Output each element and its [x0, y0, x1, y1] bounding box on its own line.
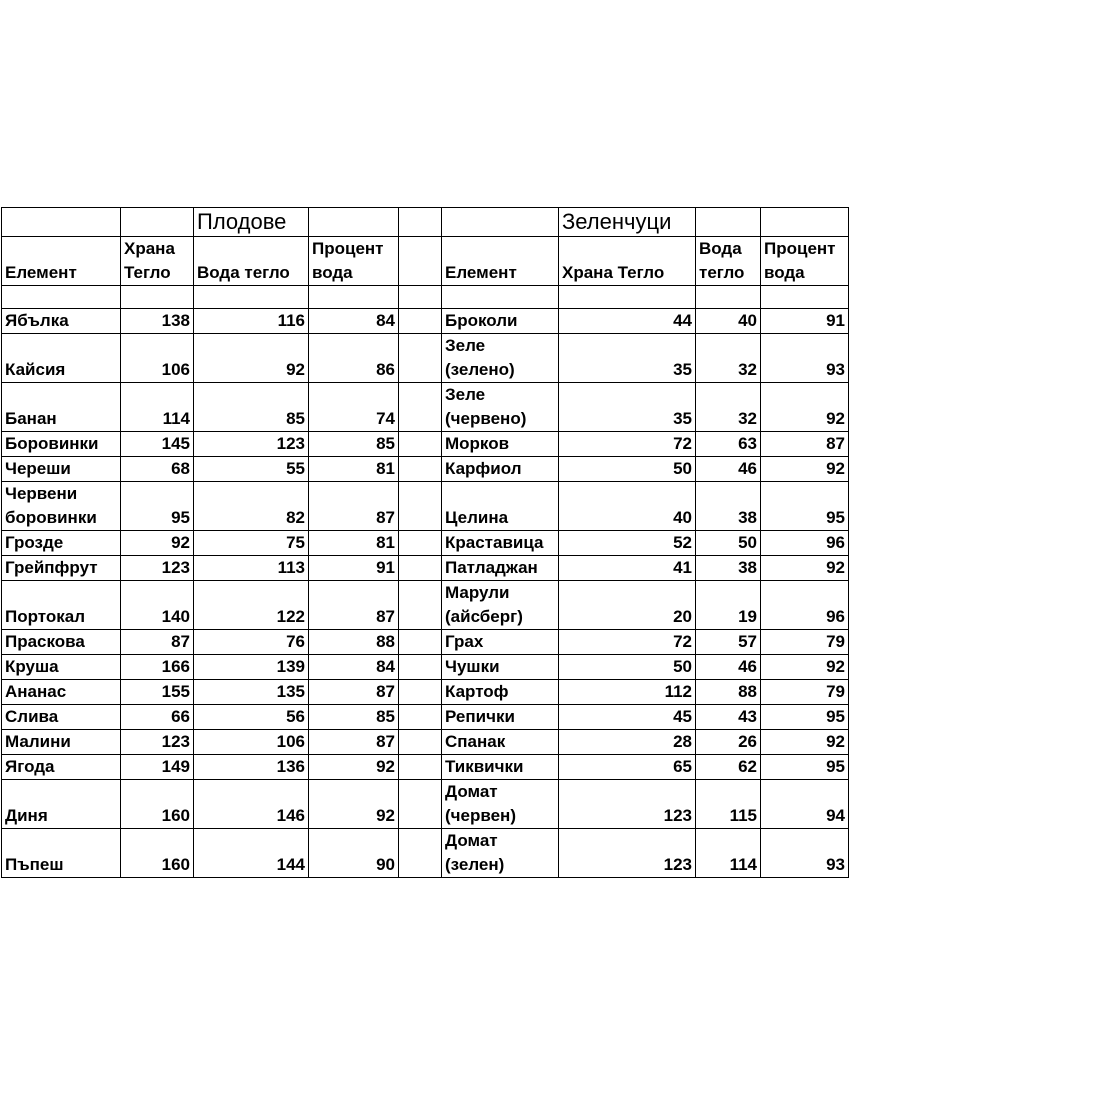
- spacer-cell[interactable]: [399, 531, 442, 556]
- veg-food-weight-cell[interactable]: 35: [559, 383, 696, 432]
- spacer-cell[interactable]: [399, 309, 442, 334]
- veg-water-percent-cell[interactable]: 79: [761, 630, 849, 655]
- fruit-water-percent-cell[interactable]: 84: [309, 309, 399, 334]
- veg-water-weight-cell[interactable]: 32: [696, 334, 761, 383]
- veg-water-weight-cell[interactable]: 38: [696, 556, 761, 581]
- fruit-water-weight-cell[interactable]: 123: [194, 432, 309, 457]
- veg-water-weight-cell[interactable]: 114: [696, 829, 761, 878]
- veg-food-weight-cell[interactable]: 112: [559, 680, 696, 705]
- fruit-food-weight-cell[interactable]: 145: [121, 432, 194, 457]
- fruit-food-weight-cell[interactable]: 114: [121, 383, 194, 432]
- veg-food-weight-cell[interactable]: 123: [559, 780, 696, 829]
- fruit-food-weight-cell[interactable]: 160: [121, 829, 194, 878]
- fruit-water-weight-cell[interactable]: 135: [194, 680, 309, 705]
- veg-water-percent-header[interactable]: Процент вода: [761, 237, 849, 286]
- veg-food-weight-cell[interactable]: 72: [559, 432, 696, 457]
- veg-water-weight-header[interactable]: Вода тегло: [696, 237, 761, 286]
- fruit-water-weight-cell[interactable]: 146: [194, 780, 309, 829]
- table-row: [2, 630, 849, 655]
- veg-food-weight-cell[interactable]: 50: [559, 655, 696, 680]
- fruit-water-percent-cell[interactable]: 85: [309, 432, 399, 457]
- veg-water-weight-cell[interactable]: 46: [696, 655, 761, 680]
- spacer-cell[interactable]: [399, 730, 442, 755]
- veg-water-weight-cell[interactable]: 50: [696, 531, 761, 556]
- table-row: [2, 309, 849, 334]
- veg-water-weight-cell[interactable]: 62: [696, 755, 761, 780]
- veg-food-weight-cell[interactable]: 40: [559, 482, 696, 531]
- fruit-element-cell[interactable]: Грозде: [2, 531, 121, 556]
- veg-food-weight-cell[interactable]: 41: [559, 556, 696, 581]
- veg-element-cell[interactable]: Тиквички: [442, 755, 559, 780]
- veg-element-cell[interactable]: Картоф: [442, 680, 559, 705]
- veg-element-cell[interactable]: Домат (червен): [442, 780, 559, 829]
- veg-water-percent-cell[interactable]: 93: [761, 334, 849, 383]
- spacer-cell[interactable]: [399, 655, 442, 680]
- veg-element-cell[interactable]: Зеле (зелено): [442, 334, 559, 383]
- veg-water-weight-cell[interactable]: 38: [696, 482, 761, 531]
- fruit-element-cell[interactable]: Пъпеш: [2, 829, 121, 878]
- fruit-food-weight-cell[interactable]: 66: [121, 705, 194, 730]
- fruit-water-percent-cell[interactable]: 87: [309, 581, 399, 630]
- spacer-cell[interactable]: [399, 705, 442, 730]
- veg-element-cell[interactable]: Чушки: [442, 655, 559, 680]
- table-row: [2, 655, 849, 680]
- fruit-food-weight-cell[interactable]: 140: [121, 581, 194, 630]
- fruit-water-percent-cell[interactable]: 87: [309, 680, 399, 705]
- fruit-element-cell[interactable]: Ягода: [2, 755, 121, 780]
- fruit-element-cell[interactable]: Ябълка: [2, 309, 121, 334]
- spacer-cell[interactable]: [399, 457, 442, 482]
- veg-element-cell[interactable]: Патладжан: [442, 556, 559, 581]
- fruit-water-percent-header[interactable]: Процент вода: [309, 237, 399, 286]
- spacer-cell[interactable]: [399, 630, 442, 655]
- veg-food-weight-cell[interactable]: 45: [559, 705, 696, 730]
- fruit-water-weight-header[interactable]: Вода тегло: [194, 237, 309, 286]
- veg-water-percent-cell[interactable]: 96: [761, 531, 849, 556]
- spacer-cell[interactable]: [399, 383, 442, 432]
- fruit-water-percent-cell[interactable]: 90: [309, 829, 399, 878]
- table-row: [2, 383, 849, 432]
- veg-water-percent-cell[interactable]: 92: [761, 556, 849, 581]
- veg-water-percent-cell[interactable]: 95: [761, 482, 849, 531]
- veg-element-header[interactable]: Елемент: [442, 237, 559, 286]
- fruits-title[interactable]: Плодове: [194, 208, 309, 237]
- veg-water-weight-cell[interactable]: 40: [696, 309, 761, 334]
- fruit-water-weight-cell[interactable]: 82: [194, 482, 309, 531]
- table-row: [2, 581, 849, 630]
- veg-food-weight-cell[interactable]: 35: [559, 334, 696, 383]
- fruit-food-weight-header[interactable]: Храна Тегло: [121, 237, 194, 286]
- table-row: [2, 432, 849, 457]
- veg-water-percent-cell[interactable]: 95: [761, 705, 849, 730]
- fruit-element-header[interactable]: Елемент: [2, 237, 121, 286]
- veg-water-percent-cell[interactable]: 93: [761, 829, 849, 878]
- fruit-water-weight-cell[interactable]: 56: [194, 705, 309, 730]
- fruit-food-weight-cell[interactable]: 138: [121, 309, 194, 334]
- fruit-element-cell[interactable]: Портокал: [2, 581, 121, 630]
- fruit-element-cell[interactable]: Диня: [2, 780, 121, 829]
- fruit-water-percent-cell[interactable]: 88: [309, 630, 399, 655]
- table-row: [2, 482, 849, 531]
- fruit-food-weight-cell[interactable]: 92: [121, 531, 194, 556]
- fruit-water-weight-cell[interactable]: 106: [194, 730, 309, 755]
- fruit-element-cell[interactable]: Круша: [2, 655, 121, 680]
- fruit-water-percent-cell[interactable]: 87: [309, 730, 399, 755]
- veg-food-weight-cell[interactable]: 20: [559, 581, 696, 630]
- fruit-water-percent-cell[interactable]: 81: [309, 457, 399, 482]
- spacer-cell[interactable]: [399, 680, 442, 705]
- spacer-cell[interactable]: [399, 829, 442, 878]
- table-row: [2, 556, 849, 581]
- veg-water-percent-cell[interactable]: 96: [761, 581, 849, 630]
- veg-water-weight-cell[interactable]: 32: [696, 383, 761, 432]
- fruit-water-percent-cell[interactable]: 87: [309, 482, 399, 531]
- fruit-food-weight-cell[interactable]: 106: [121, 334, 194, 383]
- fruit-water-weight-cell[interactable]: 85: [194, 383, 309, 432]
- veg-element-cell[interactable]: Зеле (червено): [442, 383, 559, 432]
- spacer-cell[interactable]: [399, 556, 442, 581]
- veg-water-percent-cell[interactable]: 92: [761, 730, 849, 755]
- veg-water-percent-cell[interactable]: 91: [761, 309, 849, 334]
- fruit-food-weight-cell[interactable]: 149: [121, 755, 194, 780]
- fruit-water-percent-cell[interactable]: 85: [309, 705, 399, 730]
- veg-water-weight-cell[interactable]: 26: [696, 730, 761, 755]
- fruit-element-cell[interactable]: Череши: [2, 457, 121, 482]
- veg-water-percent-cell[interactable]: 79: [761, 680, 849, 705]
- fruit-water-percent-cell[interactable]: 84: [309, 655, 399, 680]
- fruit-water-weight-cell[interactable]: 136: [194, 755, 309, 780]
- table-row: [2, 531, 849, 556]
- fruit-food-weight-cell[interactable]: 160: [121, 780, 194, 829]
- veg-water-weight-cell[interactable]: 46: [696, 457, 761, 482]
- fruit-water-percent-cell[interactable]: 92: [309, 755, 399, 780]
- fruit-element-cell[interactable]: Кайсия: [2, 334, 121, 383]
- table-row: [2, 730, 849, 755]
- fruit-water-weight-cell[interactable]: 122: [194, 581, 309, 630]
- spacer-cell[interactable]: [399, 755, 442, 780]
- fruit-food-weight-cell[interactable]: 166: [121, 655, 194, 680]
- veg-element-cell[interactable]: Броколи: [442, 309, 559, 334]
- fruit-water-weight-cell[interactable]: 92: [194, 334, 309, 383]
- fruit-element-cell[interactable]: Ананас: [2, 680, 121, 705]
- veg-element-cell[interactable]: Марули (айсберг): [442, 581, 559, 630]
- fruit-water-percent-cell[interactable]: 91: [309, 556, 399, 581]
- section-title-row: [2, 208, 849, 237]
- veg-water-weight-cell[interactable]: 88: [696, 680, 761, 705]
- fruit-food-weight-cell[interactable]: 68: [121, 457, 194, 482]
- empty-row: [2, 286, 849, 309]
- veg-water-weight-cell[interactable]: 43: [696, 705, 761, 730]
- fruit-element-cell[interactable]: Малини: [2, 730, 121, 755]
- veg-food-weight-cell[interactable]: 52: [559, 531, 696, 556]
- spacer-cell[interactable]: [399, 780, 442, 829]
- veg-food-weight-cell[interactable]: 44: [559, 309, 696, 334]
- veg-food-weight-cell[interactable]: 123: [559, 829, 696, 878]
- veg-food-weight-header[interactable]: Храна Тегло: [559, 237, 696, 286]
- fruit-food-weight-cell[interactable]: 87: [121, 630, 194, 655]
- fruit-water-weight-cell[interactable]: 139: [194, 655, 309, 680]
- veg-water-percent-cell[interactable]: 92: [761, 655, 849, 680]
- spacer-cell[interactable]: [399, 581, 442, 630]
- fruit-water-percent-cell[interactable]: 81: [309, 531, 399, 556]
- fruit-water-weight-cell[interactable]: 55: [194, 457, 309, 482]
- vegetables-title[interactable]: Зеленчуци: [559, 208, 696, 237]
- fruit-element-cell[interactable]: Банан: [2, 383, 121, 432]
- table-row: [2, 755, 849, 780]
- veg-element-cell[interactable]: Домат (зелен): [442, 829, 559, 878]
- fruit-element-cell[interactable]: Праскова: [2, 630, 121, 655]
- veg-water-percent-cell[interactable]: 92: [761, 383, 849, 432]
- table-row: [2, 457, 849, 482]
- table-row: [2, 334, 849, 383]
- veg-water-percent-cell[interactable]: 87: [761, 432, 849, 457]
- fruit-water-percent-cell[interactable]: 74: [309, 383, 399, 432]
- veg-element-cell[interactable]: Грах: [442, 630, 559, 655]
- spacer-cell[interactable]: [399, 432, 442, 457]
- veg-element-cell[interactable]: Краставица: [442, 531, 559, 556]
- veg-food-weight-cell[interactable]: 50: [559, 457, 696, 482]
- veg-element-cell[interactable]: Целина: [442, 482, 559, 531]
- fruit-water-percent-cell[interactable]: 92: [309, 780, 399, 829]
- fruit-water-percent-cell[interactable]: 86: [309, 334, 399, 383]
- veg-water-percent-cell[interactable]: 92: [761, 457, 849, 482]
- fruit-food-weight-cell[interactable]: 155: [121, 680, 194, 705]
- veg-food-weight-cell[interactable]: 28: [559, 730, 696, 755]
- veg-element-cell[interactable]: Морков: [442, 432, 559, 457]
- table-row: [2, 705, 849, 730]
- fruit-element-cell[interactable]: Червени боровинки: [2, 482, 121, 531]
- veg-food-weight-cell[interactable]: 72: [559, 630, 696, 655]
- veg-water-weight-cell[interactable]: 19: [696, 581, 761, 630]
- fruit-food-weight-cell[interactable]: 123: [121, 730, 194, 755]
- veg-water-percent-cell[interactable]: 94: [761, 780, 849, 829]
- fruit-water-weight-cell[interactable]: 113: [194, 556, 309, 581]
- veg-element-cell[interactable]: Репички: [442, 705, 559, 730]
- fruit-element-cell[interactable]: Боровинки: [2, 432, 121, 457]
- fruit-element-cell[interactable]: Грейпфрут: [2, 556, 121, 581]
- table-row: [2, 829, 849, 878]
- fruit-food-weight-cell[interactable]: 95: [121, 482, 194, 531]
- fruit-food-weight-cell[interactable]: 123: [121, 556, 194, 581]
- spacer-cell[interactable]: [399, 482, 442, 531]
- veg-water-weight-cell[interactable]: 57: [696, 630, 761, 655]
- spreadsheet-table: [1, 207, 849, 878]
- veg-element-cell[interactable]: Карфиол: [442, 457, 559, 482]
- column-header-row: [2, 237, 849, 286]
- fruit-element-cell[interactable]: Слива: [2, 705, 121, 730]
- veg-element-cell[interactable]: Спанак: [442, 730, 559, 755]
- veg-food-weight-cell[interactable]: 65: [559, 755, 696, 780]
- fruit-water-weight-cell[interactable]: 144: [194, 829, 309, 878]
- veg-water-weight-cell[interactable]: 63: [696, 432, 761, 457]
- table-row: [2, 780, 849, 829]
- fruit-water-weight-cell[interactable]: 76: [194, 630, 309, 655]
- spacer-cell[interactable]: [399, 334, 442, 383]
- fruit-water-weight-cell[interactable]: 75: [194, 531, 309, 556]
- table-row: [2, 680, 849, 705]
- veg-water-weight-cell[interactable]: 115: [696, 780, 761, 829]
- veg-water-percent-cell[interactable]: 95: [761, 755, 849, 780]
- fruit-water-weight-cell[interactable]: 116: [194, 309, 309, 334]
